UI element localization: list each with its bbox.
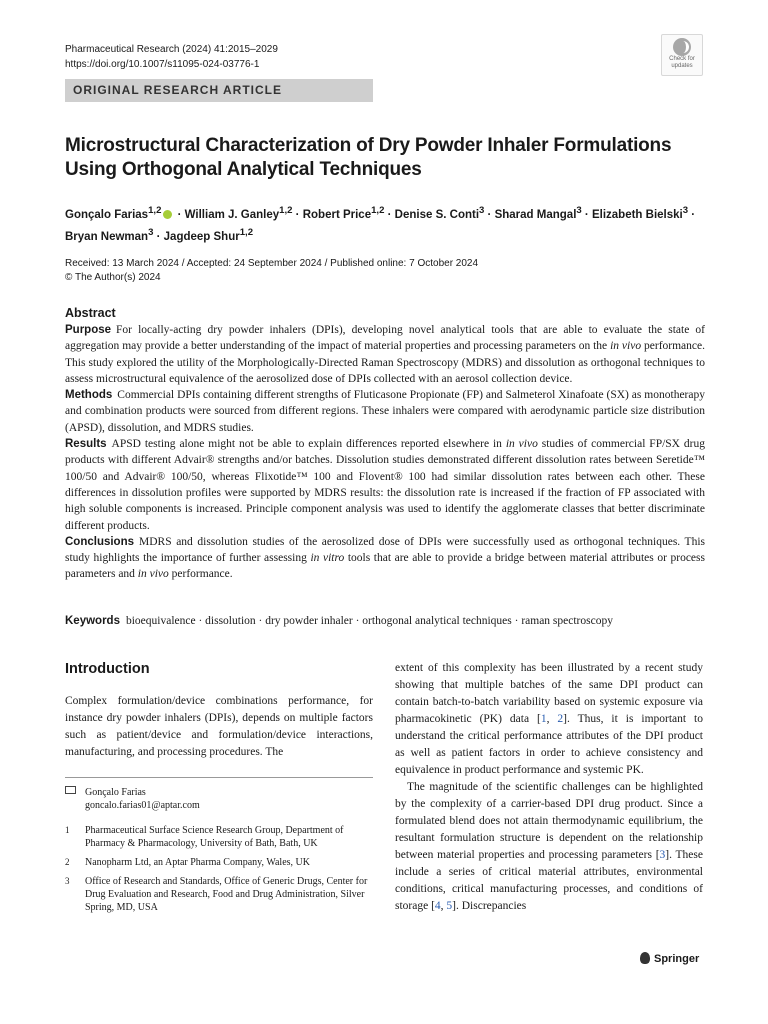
history-dates: Received: 13 March 2024 / Accepted: 24 September 2024 / Published online: 7 October 2024 xyxy=(65,258,479,269)
article-title: Microstructural Characterization of Dry Powder Inhaler Formulations Using Orthogonal Analytical Techniques xyxy=(65,135,672,180)
intro-text: ]. Discrepancies xyxy=(452,900,527,912)
orcid-icon[interactable] xyxy=(163,210,172,219)
affiliation-1 xyxy=(65,824,373,850)
abstract-purpose xyxy=(65,322,705,387)
author-affiliation: 1,2 xyxy=(279,205,293,216)
intro-paragraph-right-2: The magnitude of the scientific challenges can be highlighted by the complexity of a carrier-based DPI drug product. Since a formulated blend does not attain thermodynamic equilibrium, the resultant formulation structure is dependent on the relationship between material properties and processing parameters [3]. These include a series of critical material attributes, environmental conditions, critical manufacturing processes, and conditions of storage [4, 5]. Discrepancies xyxy=(395,781,703,912)
intro-text: The magnitude of the scientific challenges can be highlighted by the complexity of a carrier-based DPI drug product. Since a formulated blend does not attain thermodynamic equilibrium, the resultant formulation structure is dependent on the relationship between material properties and processing parameters [ xyxy=(395,781,703,861)
conclusions-label: Conclusions xyxy=(65,535,135,548)
citation-link[interactable]: 1 xyxy=(540,713,547,725)
author-affiliation: 3 xyxy=(576,205,582,216)
journal-line: Pharmaceutical Research (2024) 41:2015–2029 xyxy=(65,44,278,55)
citation-link[interactable]: 3 xyxy=(659,849,666,861)
author-name[interactable]: Bryan Newman xyxy=(65,230,149,243)
citation-link[interactable]: 2 xyxy=(557,713,564,725)
author-name[interactable]: Sharad Mangal xyxy=(494,208,577,221)
corresponding-author xyxy=(65,786,373,812)
author-name[interactable]: William J. Ganley xyxy=(184,208,280,221)
envelope-icon xyxy=(65,786,76,794)
introduction-heading: Introduction xyxy=(65,661,150,677)
author-name[interactable]: Elizabeth Bielski xyxy=(591,208,683,221)
author-affiliation: 1,2 xyxy=(148,205,162,216)
methods-text: Commercial DPIs containing different strengths of Fluticasone Propionate (FP) and Salmeterol Xinafoate (SX) as monotherapy and combination products were sourced from different regions. These inhalers were compared with aerodynamic particle size distribution (APSD), dissolution, and MDRS studies. xyxy=(65,389,705,434)
intro-text: ]. Thus, it is important to understand the critical performance attributes of the DPI product as well as patient factors in order to achieve consistency and equivalence in product performance and systemic PK. xyxy=(395,713,703,776)
affiliation-text: Office of Research and Standards, Office of Generic Drugs, Center for Drug Evaluation and Research, Food and Drug Administration, Silver Spring, MD, USA xyxy=(85,876,368,913)
citation-link[interactable]: 4 xyxy=(434,900,441,912)
intro-paragraph-right-1: extent of this complexity has been illustrated by a recent study showing that multiple batches of the same DPI product can contain batch-to-batch variability based on systemic exposure via pharmacokinetic (PK) data [1, 2]. Thus, it is important to understand the critical performance attributes of the DPI product as well as patient factors in order to achieve consistency and equivalence in product performance and systemic PK. xyxy=(395,662,703,776)
keywords-label: Keywords xyxy=(65,615,120,627)
abstract-methods xyxy=(65,387,705,436)
in-vivo-term: in vivo xyxy=(137,568,169,581)
author-name[interactable]: Jagdeep Shur xyxy=(163,230,240,243)
author-name[interactable]: Gonçalo Farias xyxy=(65,208,149,221)
methods-label: Methods xyxy=(65,389,113,402)
abstract-results xyxy=(65,436,705,534)
intro-text: ]. These include a series of critical material attributes, environmental conditions, critical manufacturing processes, and conditions of storage [ xyxy=(395,849,703,912)
author-name[interactable]: Robert Price xyxy=(302,208,372,221)
purpose-label: Purpose xyxy=(65,324,112,336)
check-badge-line2: updates xyxy=(671,63,693,69)
article-dates xyxy=(65,257,478,285)
abstract xyxy=(65,305,705,583)
abstract-conclusions xyxy=(65,534,705,583)
publisher-logo[interactable] xyxy=(640,952,699,965)
publisher-name: Springer xyxy=(654,953,700,965)
affiliation-2 xyxy=(65,856,373,869)
conclusions-text-b: tools that are able to provide a bridge between material attributes or process parameters and xyxy=(65,552,705,581)
affiliation-3 xyxy=(65,875,373,914)
copyright-line: © The Author(s) 2024 xyxy=(65,272,161,283)
results-text-c: These differences in dissolution profiles were supported by MDRS results: the dissolution rate is increased if the fraction of FP associated with high soluble components is increased. Principle component analysis was used to identify the agglomerate classes that better discriminate different products. xyxy=(65,470,705,532)
journal-citation xyxy=(65,42,278,72)
check-updates-icon xyxy=(673,38,691,56)
in-vivo-term: in vivo xyxy=(610,340,642,353)
doi-link[interactable]: https://doi.org/10.1007/s11095-024-03776-1 xyxy=(65,59,260,70)
check-for-updates-badge[interactable] xyxy=(661,34,703,76)
affiliation-mark: 3 xyxy=(65,876,70,886)
contact-name: Gonçalo Farias xyxy=(85,787,146,798)
author-name[interactable]: Denise S. Conti xyxy=(394,208,480,221)
author-affiliation: 3 xyxy=(682,205,689,216)
check-badge-line1: Check for xyxy=(669,56,695,62)
affiliation-text: Nanopharm Ltd, an Aptar Pharma Company, Wales, UK xyxy=(85,857,310,868)
affiliation-mark: 1 xyxy=(65,825,70,835)
author-list: Gonçalo Farias$^{1,2}$ · William J. Ganley$^{1,2}$ · Robert Price$^{1,2}$ · Denise S. Conti$^3$ · Sharad Mangal$^3$ · Elizabeth Bielski$^3$ · Bryan Newman$^3$ · Jagdeep Shur$^{1,2}$ xyxy=(65,205,696,243)
springer-horse-icon xyxy=(640,952,650,964)
abstract-heading: Abstract xyxy=(65,306,116,320)
results-text-b: studies of commercial FP/SX drug products with different Advair® strengths and/or batches. Dissolution studies demonstrated different dissolution rates between Seretide™ 100/50 and Advair® 100/50, whereas Flixotide™ 100 and Flovent® 100 had similar dissolution rates between each other. xyxy=(65,438,705,483)
purpose-text-a: For locally-acting dry powder inhalers (DPIs), developing novel analytical tools that are able to evaluate the state of aggregation may provide a better understanding of the impact of material properties and processing parameters on the xyxy=(65,324,705,353)
author-affiliation: 3 xyxy=(148,226,154,238)
in-vitro-term: in vitro xyxy=(310,552,345,565)
citation-link[interactable]: 5 xyxy=(446,900,453,912)
keywords xyxy=(65,613,705,629)
results-label: Results xyxy=(65,438,107,451)
intro-text: extent of this complexity has been illustrated by a recent study showing that multiple batches of the same DPI product can contain batch-to-batch variability based on systemic exposure via pharmacokinetic (PK) data [ xyxy=(395,662,703,725)
article-type-banner: ORIGINAL RESEARCH ARTICLE xyxy=(65,79,373,102)
affiliation-text: Pharmaceutical Surface Science Research Group, Department of Pharmacy & Pharmacology, University of Bath, Bath, UK xyxy=(85,825,344,849)
conclusions-text-c: performance. xyxy=(171,568,233,581)
author-affiliation: 3 xyxy=(479,205,485,216)
author-affiliation: 1,2 xyxy=(239,226,254,238)
footnotes xyxy=(65,777,373,920)
purpose-text-b: performance. This study explored the utility of the Morphologically-Directed Raman Spectroscopy (MDRS) and dissolution as orthogonal techniques to assess microstructural equivalence of the aerosolized dose of DPIs collected with an aerosol collection device. xyxy=(65,340,705,385)
intro-paragraph-left: Complex formulation/device combinations performance, for instance dry powder inhalers (DPIs), depends on multiple factors such as patient/device and formulation/device interactions, manufacturing, and processing procedures. The xyxy=(65,695,373,758)
in-vivo-term: in vivo xyxy=(505,438,538,451)
right-column xyxy=(395,660,703,915)
affiliation-mark: 2 xyxy=(65,857,70,867)
keywords-text: bioequivalence · dissolution · dry powder inhaler · orthogonal analytical techniques · raman spectroscopy xyxy=(125,615,613,627)
contact-email[interactable]: goncalo.farias01@aptar.com xyxy=(85,800,200,811)
results-text-a: APSD testing alone might not be able to explain differences reported elsewhere in xyxy=(111,438,506,451)
author-affiliation: 1,2 xyxy=(371,205,385,216)
conclusions-text-a: MDRS and dissolution studies of the aerosolized dose of DPIs were successfully used as orthogonal techniques. This study highlights the importance of further assessing xyxy=(65,535,705,565)
left-column xyxy=(65,659,373,761)
